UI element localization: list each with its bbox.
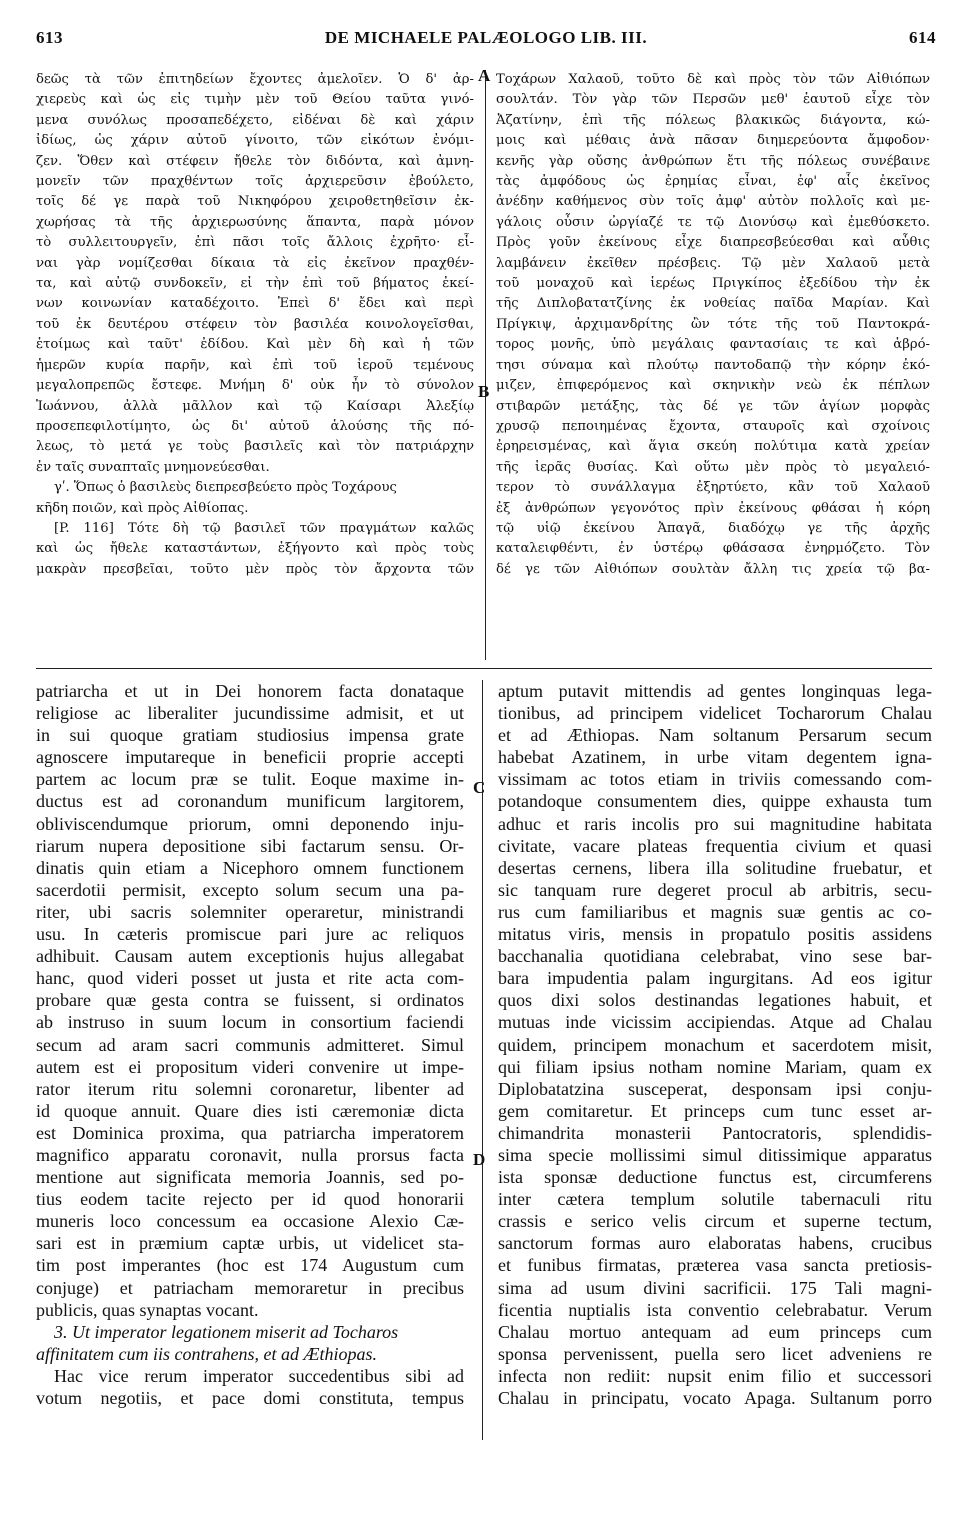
greek-line: Πρίγκιψ, ἀρχιμανδρίτης ὢν τότε τῆς τοῦ Παντοκρά- [496,316,930,332]
greek-line: τορος μονῆς, ὑπὸ μεγάλαις φαντασίαις τε καὶ ἁβρό- [496,337,930,353]
latin-line: gem comitaretur. Et princeps cum tunc esset ar- [498,1100,932,1121]
latin-line: Hac vice rerum imperator succedentibus sibi ad [54,1365,464,1386]
greek-line: τὰς ἀμφόδους ὡς ἐρημίας εἶναι, ἐφ' αἷς ἐκεῖνος [496,174,930,190]
greek-line: λεως, τὸ μετά γε τοὺς βασιλεῖς καὶ τὸν πατριάρχην [36,439,474,455]
greek-line: προσεπεφιλοτίμητο, ὡς δι' αὐτοῦ ἁλούσης τῆς πό- [36,418,474,434]
greek-line: τοῦ μοναχοῦ καὶ ἱερέως Πριγκίπος ἐξεδίδου τὴν ἐκ [496,276,930,292]
greek-line: τοῖς δέ γε παρὰ τοῦ Νικηφόρου χειροθετηθεῖσιν ἐκ- [36,194,474,210]
latin-line: chimandrita monasterii Pantocratoris, splendidis- [498,1122,932,1143]
page-number-left: 613 [36,28,63,47]
greek-line: μοις καὶ μέθαις ἀνὰ πᾶσαν διημερεύοντα ἄμφοδον· [496,133,930,149]
latin-line: inter cætera templum solutile tabernaculi ritu [498,1189,932,1210]
latin-line: ficentia nuptialis ista conventio celebrabatur. Verum [498,1299,932,1320]
latin-line: hanc, quod videri posset ut justa et rite acta com- [36,968,464,989]
latin-line: conjuge) et patriacham memoraretur in precibus [36,1277,464,1298]
greek-line: τερον τὸ συνάλλαγμα ἐξηρτύετο, κἂν τοῦ Χαλαοῦ [496,480,930,496]
greek-line: νων κοινωνίαν καταδέχοιτο. Ἐπεὶ δ' ἔδει καὶ περὶ [36,296,474,312]
greek-line: Ἰωάννου, ἀλλὰ μᾶλλον καὶ τῷ Καίσαρι Ἀλεξίῳ [36,398,474,414]
latin-line: tim post imperantes (hoc est 174 Augustum cum [36,1255,464,1276]
latin-line: bara impudentia palam ingurgitans. Ad eos igitur [498,968,932,989]
greek-line: στιβαρῶν μετάξης, τὰς δέ γε τῶν ἁγίων μορφὰς [496,398,930,414]
latin-line: secum ad aram sacri communis admitteret. Simul [36,1034,464,1055]
greek-line: κενῆς γὰρ οὔσης ἀνθρώπων ἔτι τῆς πόλεως συνέβαινε [496,153,930,169]
greek-line: δεῶς τὰ τῶν ἐπιτηδείων ἔχοντες ἀμελοῖεν. Ὁ δ' ἀρ- [36,72,474,87]
latin-line: id quoque annuit. Quare dies isti cæremoniæ dicta [36,1100,464,1121]
latin-line: dinatis quin etiam a Nicephoro omnem functionem [36,857,464,878]
latin-line: rus cum familiaribus et magnis suæ gentis ac co- [498,901,932,922]
latin-line: religiose ac liberaliter jucundissime admisit, et ut [36,703,464,724]
greek-line: σουλτάν. Τὸν γὰρ τῶν Περσῶν μεθ' ἑαυτοῦ εἶχε τὸν [496,92,930,108]
greek-line: ναι γὰρ νομίζεσθαι δίκαια τὰ εἰς ἐκεῖνον πραχθέν- [36,255,474,271]
greek-line: μενα συνόλως προσαπεδέχετο, εἰδέναι δὲ καὶ χάριν [36,112,474,128]
greek-line: ἐξ ἀνθρώπων γεγονότος πρὶν ἐκείνους φθάσαι ἡ κόρη [496,500,930,516]
greek-line: γάλοις οὖσιν ὠργίαζέ τε τῷ Διονύσῳ καὶ ἐμεθύσκετο. [496,214,930,230]
latin-line: aptum putavit mittendis ad gentes longinquas lega- [498,681,932,701]
greek-section-heading-line: κῆδη ποιῶν, καὶ πρὸς Αἰθίοπας. [36,500,249,516]
latin-line: sima ad usum divini sacrificii. 175 Tali magni- [498,1277,932,1298]
latin-section-heading-line: affinitatem cum iis contrahens, et ad Æthiopas. [36,1343,377,1364]
latin-line: usu. In cæteris promiscue pari jure ac reliquos [36,924,464,945]
latin-line: crassis e serico velis circum et superne tectum, [498,1211,932,1232]
latin-line: muneris loco concessum ea occasione Alexio Cæ- [36,1211,464,1232]
greek-line: τοῦ ἐκ δευτέρου στέφειν τὸν βασιλέα κοινολογεῖσθαι, [36,316,474,332]
latin-line: patriarcha et ut in Dei honorem facta donataque [36,681,464,701]
page-number-right: 614 [909,28,936,47]
greek-line: λαμβάνειν ἐκεῖθεν πρέσβεις. Τῷ μὲν Χαλαοῦ μετὰ [496,255,930,271]
latin-line: sacerdotii permisit, excepto solum secum una pa- [36,879,464,900]
greek-line: μιζεν, ἐπιφερόμενος καὶ σκηνικὴν νεὼ ἐκ πέπλων [496,378,930,394]
greek-line: τῆς Διπλοβατατζίνης ἐκ νοθείας παῖδα Μαρίαν. Καὶ [496,296,930,312]
latin-line: tius eodem tacite rejecto per id quod honorarii [36,1189,464,1210]
latin-line: et funibus firmatas, præterea vasa sancta pretiosis- [498,1255,932,1276]
latin-line: sic tanquam rure degeret procul ab arbitris, secu- [498,879,932,900]
greek-line: τῆς ἱερᾶς θυσίας. Καὶ οὕτω μὲν πρὸς τὸ μεγαλειό- [496,459,930,475]
latin-line: partem ac locum præ se tulit. Eoque maxime in- [36,769,464,790]
latin-line: ab instruso in suum locum in consortium faciendi [36,1012,464,1033]
latin-line: mentione aut significata memoria Joannis, sed po- [36,1167,464,1188]
greek-line: Ἀζατίνην, ἐπὶ τῆς πόλεως βλακικῶς διάγοντα, κώ- [496,112,930,128]
latin-line: sari est in præmium captæ urbis, ut videlicet sta- [36,1233,464,1254]
margin-marker-d: D [473,1150,486,1169]
running-title: DE MICHAELE PALÆOLOGO LIB. III. [324,28,648,47]
margin-marker-c: C [473,778,486,797]
latin-line: habebat Azatinem, in urbe vitam degentem igna- [498,747,932,768]
latin-line: publicis, quas synaptas vocant. [36,1299,259,1320]
latin-line: mutuas inde vicissim accipiendas. Atque ad Chalau [498,1012,932,1033]
greek-line: ἡμερῶν κυρία παρῆν, καὶ ἐπὶ τοῦ ἱεροῦ τεμένους [36,357,474,373]
latin-line: adhuc et raris incolis pro sui magnitudine habitata [498,813,932,834]
greek-line: ἀνέδην καθήμενος σὺν τοῖς ἀμφ' αὐτὸν πολλοῖς καὶ με- [496,194,930,210]
greek-line: ἰδίως, ὡς χάριν αὐτοῦ γίνοιτο, τῶν εἰκότων ἐνόμι- [36,133,474,149]
latin-line: in sui quoque gratiam studiosius impensa grate [36,725,464,746]
latin-text-right-column [498,680,932,1409]
latin-line: probare quæ gesta contra se fuissent, si ordinatos [36,990,464,1011]
latin-line: sima specie mollissimi simul ditissimique apparatus [498,1144,932,1165]
greek-line: τὸ συλλειτουργεῖν, ἐπὶ πᾶσι τοῖς ἄλλοις ἐχρῆτο· εἶ- [36,235,474,251]
latin-line: votum negotiis, et pace domi constituta, tempus [36,1388,464,1408]
latin-line: potandoque consumentem dies, quippe exhausta tum [498,791,932,812]
greek-line: τῷ υἱῷ ἐκείνου Ἀπαγᾶ, διαδόχῳ γε τῆς ἀρχῆς [496,520,930,536]
latin-line: riter, ubi sacris solemniter operaretur, ministrandi [36,901,464,922]
latin-line: agnoscere imputareque in beneficii proprie accepti [36,747,464,768]
latin-line: tionibus, ad principem videlicet Tocharorum Chalau [498,703,932,724]
latin-line: adhibuit. Causam autem exceptionis hujus allegabat [36,946,464,967]
latin-line: Chalau in principatu, vocato Apaga. Sultanum porro [498,1388,932,1408]
latin-line: desertas cernens, libera illa solitudine fruebatur, et [498,857,932,878]
latin-line: vissimam ac totos etiam in triviis comessando com- [498,769,932,790]
latin-line: magnifico apparatu coronavit, nulla prorsus facta [36,1144,464,1165]
latin-line: quidem, principem monachum et sacerdotem misit, [498,1034,932,1055]
latin-line: sponsa pervenissent, puella sero licet adveniens re [498,1343,932,1364]
greek-text-right-column [496,70,930,580]
greek-line: ἐν ταῖς συναπταῖς μνημονεύεσθαι. [36,459,270,475]
greek-line: ἐρηρεισμένας, καὶ ἅγια σκεύη πολύτιμα κατὰ χρείαν [496,439,930,455]
latin-line: ductus est ad coronandum munificum largitorem, [36,791,464,812]
latin-line: est Dominica proxima, qua patriarcha imperatorem [36,1122,464,1143]
greek-line: ἑτοίμως καὶ ταῦτ' ἐδίδου. Καὶ μὲν δὴ καὶ ἡ τῶν [36,337,474,353]
latin-line: ista sponsæ deductione functus est, circumferens [498,1167,932,1188]
latin-line: riarum nupera depositione sibi factarum sensu. Or- [36,835,464,856]
running-header [36,28,936,52]
greek-section-heading-line: γʹ. Ὅπως ὁ βασιλεὺς διεπρεσβεύετο πρὸς Τοχάρους [54,480,397,496]
margin-marker-a: A [478,66,491,85]
greek-line: μακρὰν πρεσβεῖαι, τοῦτο μὲν πρὸς τὸν ἄρχοντα τῶν [36,561,474,577]
column-divider-top [485,70,486,660]
greek-line: τα, καὶ αὐτῷ συνδοκεῖν, εἰ τὴν ἐπὶ τοῦ βήματος ἐκεί- [36,276,474,292]
greek-line: χωρήσας τὰ τῆς ἀρχιερωσύνης ἅπαντα, παρὰ μόνον [36,214,474,230]
margin-marker-b: B [478,382,490,401]
latin-line: quos dixi solos destinandas legationes habuit, et [498,990,932,1011]
greek-line: Πρὸς γοῦν ἐκείνους εἶχε διαπρεσβεύεσθαι καὶ αὖθις [496,235,930,251]
latin-line: autem est ei propositum videri convenire ut impe- [36,1056,464,1077]
greek-line: χρυσῷ πεποιημένας ἔχοντα, σταυροῖς καὶ σχοίνοις [496,418,930,434]
latin-line: rator iterum ritu solemni coronaretur, libenter ad [36,1078,464,1099]
greek-text-left-column [36,70,474,580]
greek-line: Τοχάρων Χαλαοῦ, τοῦτο δὲ καὶ πρὸς τὸν τῶν Αἰθιόπων [496,72,930,87]
greek-line: μεγαλοπρεπῶς ἔστεφε. Μνήμη δ' οὐκ ἦν τὸ σύνολον [36,378,474,394]
greek-line: μονεῖν τῶν πραχθέντων τοῖς ἀρχιερεῦσιν ἐβούλετο, [36,174,474,190]
latin-line: infecta non rediit: nupsit enim filio et successori [498,1365,932,1386]
greek-line: δέ γε τῶν Αἰθιόπων σουλτὰν ἄλλη τις χρεία τῷ βα- [496,561,930,577]
latin-text-left-column [36,680,464,1409]
latin-line: qui filiam ipsius notham nomine Mariam, quam ex [498,1056,932,1077]
latin-line: bacchanalia quotidiana celebrabat, vino sese bar- [498,946,932,967]
latin-section-heading-line: 3. Ut imperator legationem miserit ad Tocharos [54,1321,399,1342]
greek-line: καὶ ὡς ἤθελε καταστάντων, ἐξήγοντο καὶ πρὸς τοὺς [36,541,474,557]
section-separator [36,668,932,669]
greek-line: τησι σύναμα καὶ πλούτῳ παντοδαπῷ τὴν κόρην ἐκό- [496,357,930,373]
latin-line: civitate, vacare plateas frequentia civium et quasi [498,835,932,856]
latin-line: Diplobatatzina susceperat, desponsam ipsi conju- [498,1078,932,1099]
latin-line: sanctorum formas auro elaboratas habens, crucibus [498,1233,932,1254]
latin-line: mitatus viris, mensis in propatulo positis assidens [498,924,932,945]
greek-line: χιερεὺς καὶ ὡς εἰς τιμὴν μὲν τοῦ Θείου ταῦτα γινό- [36,92,474,108]
greek-line: καταλειφθέντι, ἐν ὑστέρῳ φθάσασα ἐνηρμόζετο. Τὸν [496,541,930,557]
latin-line: et ad Æthiopas. Nam soltanum Persarum secum [498,725,932,746]
greek-line: ζεν. Ὅθεν καὶ στέφειν ἤθελε τὸν διδόντα, καὶ ἀμνη- [36,153,474,169]
latin-line: Chalau mortuo antequam ad eum princeps cum [498,1321,932,1342]
latin-line: obliviscendumque priorum, omni deponendo inju- [36,813,464,834]
greek-line: [P. 116] Τότε δὴ τῷ βασιλεῖ τῶν πραγμάτων καλῶς [54,520,474,536]
